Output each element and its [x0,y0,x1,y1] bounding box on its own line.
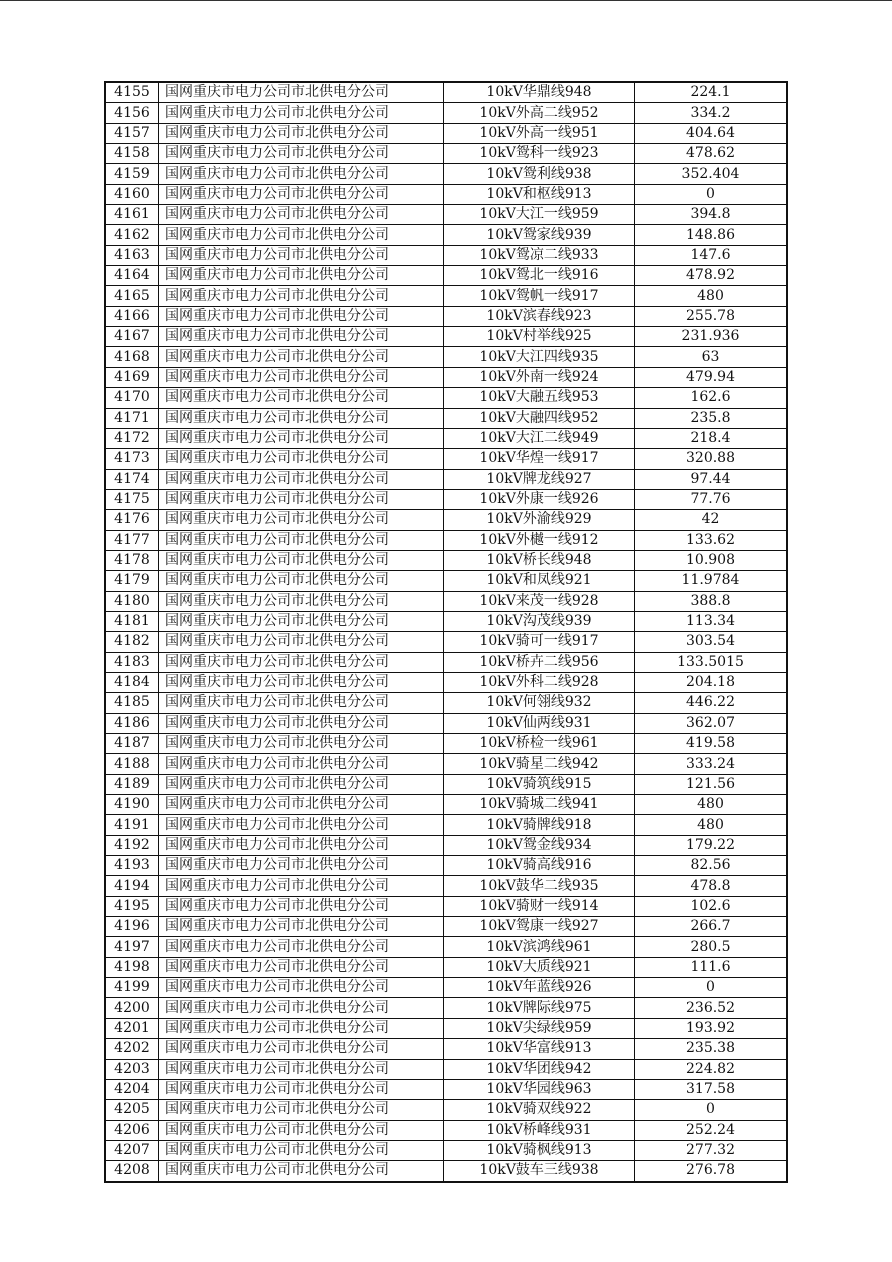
company-name-cell: 国网重庆市电力公司市北供电分公司 [159,856,444,876]
company-name-cell: 国网重庆市电力公司市北供电分公司 [159,286,444,306]
company-name-cell: 国网重庆市电力公司市北供电分公司 [159,835,444,855]
value-cell: 82.56 [635,856,788,876]
row-number-cell: 4190 [105,795,159,815]
table-row [105,896,787,916]
value-cell: 320.88 [635,449,788,469]
value-cell: 121.56 [635,774,788,794]
line-name-cell: 10kV骑星二线942 [444,754,635,774]
line-name-cell: 10kV骑双线922 [444,1100,635,1120]
table-row [105,957,787,977]
company-name-cell: 国网重庆市电力公司市北供电分公司 [159,266,444,286]
value-cell: 224.1 [635,82,788,103]
company-name-cell: 国网重庆市电力公司市北供电分公司 [159,103,444,123]
line-name-cell: 10kV村举线925 [444,327,635,347]
line-name-cell: 10kV骑枫线913 [444,1140,635,1160]
line-name-cell: 10kV大江二线949 [444,428,635,448]
value-cell: 231.936 [635,327,788,347]
table-row [105,1039,787,1059]
line-name-cell: 10kV来茂一线928 [444,591,635,611]
value-cell: 193.92 [635,1018,788,1038]
value-cell: 147.6 [635,245,788,265]
company-name-cell: 国网重庆市电力公司市北供电分公司 [159,937,444,957]
company-name-cell: 国网重庆市电力公司市北供电分公司 [159,672,444,692]
company-name-cell: 国网重庆市电力公司市北供电分公司 [159,957,444,977]
line-name-cell: 10kV桥检一线961 [444,734,635,754]
value-cell: 446.22 [635,693,788,713]
company-name-cell: 国网重庆市电力公司市北供电分公司 [159,144,444,164]
row-number-cell: 4161 [105,205,159,225]
row-number-cell: 4195 [105,896,159,916]
row-number-cell: 4181 [105,611,159,631]
line-name-cell: 10kV滨春线923 [444,306,635,326]
company-name-cell: 国网重庆市电力公司市北供电分公司 [159,1059,444,1079]
table-row [105,164,787,184]
line-name-cell: 10kV牌龙线927 [444,469,635,489]
table-row [105,998,787,1018]
line-name-cell: 10kV年蓝线926 [444,978,635,998]
table-row [105,937,787,957]
line-name-cell: 10kV华园线963 [444,1079,635,1099]
value-cell: 218.4 [635,428,788,448]
value-cell: 480 [635,795,788,815]
table-row [105,205,787,225]
line-name-cell: 10kV鸳北一线916 [444,266,635,286]
table-row [105,367,787,387]
table-row [105,408,787,428]
line-name-cell: 10kV桥长线948 [444,550,635,570]
line-name-cell: 10kV桥卉二线956 [444,652,635,672]
line-name-cell: 10kV骑可一线917 [444,632,635,652]
value-cell: 478.62 [635,144,788,164]
row-number-cell: 4182 [105,632,159,652]
table-row [105,917,787,937]
row-number-cell: 4180 [105,591,159,611]
value-cell: 236.52 [635,998,788,1018]
company-name-cell: 国网重庆市电力公司市北供电分公司 [159,408,444,428]
table-row [105,347,787,367]
line-name-cell: 10kV外高二线952 [444,103,635,123]
row-number-cell: 4164 [105,266,159,286]
company-name-cell: 国网重庆市电力公司市北供电分公司 [159,896,444,916]
value-cell: 252.24 [635,1120,788,1140]
row-number-cell: 4196 [105,917,159,937]
row-number-cell: 4203 [105,1059,159,1079]
row-number-cell: 4197 [105,937,159,957]
company-name-cell: 国网重庆市电力公司市北供电分公司 [159,1039,444,1059]
row-number-cell: 4158 [105,144,159,164]
row-number-cell: 4163 [105,245,159,265]
row-number-cell: 4185 [105,693,159,713]
table-body [105,82,787,1182]
company-name-cell: 国网重庆市电力公司市北供电分公司 [159,693,444,713]
row-number-cell: 4157 [105,123,159,143]
value-cell: 352.404 [635,164,788,184]
value-cell: 0 [635,978,788,998]
line-name-cell: 10kV鼓华二线935 [444,876,635,896]
company-name-cell: 国网重庆市电力公司市北供电分公司 [159,347,444,367]
row-number-cell: 4202 [105,1039,159,1059]
table-row [105,734,787,754]
line-name-cell: 10kV尖绿线959 [444,1018,635,1038]
value-cell: 277.32 [635,1140,788,1160]
line-name-cell: 10kV骑城二线941 [444,795,635,815]
company-name-cell: 国网重庆市电力公司市北供电分公司 [159,815,444,835]
company-name-cell: 国网重庆市电力公司市北供电分公司 [159,1140,444,1160]
value-cell: 235.38 [635,1039,788,1059]
company-name-cell: 国网重庆市电力公司市北供电分公司 [159,225,444,245]
row-number-cell: 4173 [105,449,159,469]
table-row [105,245,787,265]
company-name-cell: 国网重庆市电力公司市北供电分公司 [159,1100,444,1120]
company-name-cell: 国网重庆市电力公司市北供电分公司 [159,164,444,184]
row-number-cell: 4204 [105,1079,159,1099]
company-name-cell: 国网重庆市电力公司市北供电分公司 [159,306,444,326]
row-number-cell: 4168 [105,347,159,367]
company-name-cell: 国网重庆市电力公司市北供电分公司 [159,734,444,754]
row-number-cell: 4176 [105,510,159,530]
value-cell: 133.62 [635,530,788,550]
company-name-cell: 国网重庆市电力公司市北供电分公司 [159,774,444,794]
line-name-cell: 10kV鸳凉二线933 [444,245,635,265]
company-name-cell: 国网重庆市电力公司市北供电分公司 [159,632,444,652]
value-cell: 63 [635,347,788,367]
table-row [105,1120,787,1140]
company-name-cell: 国网重庆市电力公司市北供电分公司 [159,1161,444,1182]
line-name-cell: 10kV鸳科一线923 [444,144,635,164]
line-name-cell: 10kV桥峰线931 [444,1120,635,1140]
row-number-cell: 4189 [105,774,159,794]
table-row [105,591,787,611]
row-number-cell: 4172 [105,428,159,448]
company-name-cell: 国网重庆市电力公司市北供电分公司 [159,713,444,733]
value-cell: 317.58 [635,1079,788,1099]
table-row [105,489,787,509]
row-number-cell: 4159 [105,164,159,184]
table-row [105,672,787,692]
row-number-cell: 4155 [105,82,159,103]
row-number-cell: 4206 [105,1120,159,1140]
row-number-cell: 4199 [105,978,159,998]
value-cell: 479.94 [635,367,788,387]
table-row [105,123,787,143]
company-name-cell: 国网重庆市电力公司市北供电分公司 [159,530,444,550]
value-cell: 179.22 [635,835,788,855]
table-row [105,632,787,652]
company-name-cell: 国网重庆市电力公司市北供电分公司 [159,489,444,509]
table-row [105,1161,787,1182]
table-row [105,1100,787,1120]
value-cell: 478.92 [635,266,788,286]
row-number-cell: 4156 [105,103,159,123]
row-number-cell: 4179 [105,571,159,591]
row-number-cell: 4205 [105,1100,159,1120]
line-name-cell: 10kV沟茂线939 [444,611,635,631]
company-name-cell: 国网重庆市电力公司市北供电分公司 [159,1120,444,1140]
company-name-cell: 国网重庆市电力公司市北供电分公司 [159,428,444,448]
value-cell: 419.58 [635,734,788,754]
value-cell: 0 [635,1100,788,1120]
value-cell: 280.5 [635,937,788,957]
value-cell: 362.07 [635,713,788,733]
table-row [105,774,787,794]
value-cell: 303.54 [635,632,788,652]
company-name-cell: 国网重庆市电力公司市北供电分公司 [159,754,444,774]
table-row [105,652,787,672]
row-number-cell: 4201 [105,1018,159,1038]
row-number-cell: 4166 [105,306,159,326]
table-row [105,713,787,733]
row-number-cell: 4178 [105,550,159,570]
row-number-cell: 4208 [105,1161,159,1182]
company-name-cell: 国网重庆市电力公司市北供电分公司 [159,876,444,896]
company-name-cell: 国网重庆市电力公司市北供电分公司 [159,327,444,347]
row-number-cell: 4191 [105,815,159,835]
table-row [105,1079,787,1099]
line-name-cell: 10kV鸳利线938 [444,164,635,184]
table-row [105,754,787,774]
value-cell: 0 [635,184,788,204]
table-row [105,327,787,347]
line-name-cell: 10kV华富线913 [444,1039,635,1059]
row-number-cell: 4167 [105,327,159,347]
line-name-cell: 10kV鸳金线934 [444,835,635,855]
line-name-cell: 10kV和枢线913 [444,184,635,204]
line-name-cell: 10kV外渝线929 [444,510,635,530]
company-name-cell: 国网重庆市电力公司市北供电分公司 [159,1018,444,1038]
company-name-cell: 国网重庆市电力公司市北供电分公司 [159,652,444,672]
row-number-cell: 4200 [105,998,159,1018]
page-top-border [0,0,892,1]
line-name-cell: 10kV华煌一线917 [444,449,635,469]
row-number-cell: 4169 [105,367,159,387]
table-row [105,978,787,998]
company-name-cell: 国网重庆市电力公司市北供电分公司 [159,82,444,103]
line-name-cell: 10kV仙两线931 [444,713,635,733]
line-name-cell: 10kV华鼎线948 [444,82,635,103]
value-cell: 102.6 [635,896,788,916]
row-number-cell: 4184 [105,672,159,692]
line-name-cell: 10kV骑高线916 [444,856,635,876]
row-number-cell: 4170 [105,388,159,408]
value-cell: 276.78 [635,1161,788,1182]
line-name-cell: 10kV外康一线926 [444,489,635,509]
row-number-cell: 4177 [105,530,159,550]
value-cell: 162.6 [635,388,788,408]
company-name-cell: 国网重庆市电力公司市北供电分公司 [159,917,444,937]
value-cell: 334.2 [635,103,788,123]
table-row [105,835,787,855]
value-cell: 266.7 [635,917,788,937]
value-cell: 111.6 [635,957,788,977]
value-cell: 388.8 [635,591,788,611]
line-name-cell: 10kV牌际线975 [444,998,635,1018]
line-name-cell: 10kV骑财一线914 [444,896,635,916]
table-row [105,693,787,713]
line-name-cell: 10kV外高一线951 [444,123,635,143]
row-number-cell: 4160 [105,184,159,204]
row-number-cell: 4194 [105,876,159,896]
value-cell: 404.64 [635,123,788,143]
line-name-cell: 10kV鸳家线939 [444,225,635,245]
line-name-cell: 10kV鼓车三线938 [444,1161,635,1182]
company-name-cell: 国网重庆市电力公司市北供电分公司 [159,205,444,225]
row-number-cell: 4174 [105,469,159,489]
value-cell: 97.44 [635,469,788,489]
row-number-cell: 4192 [105,835,159,855]
value-cell: 480 [635,815,788,835]
value-cell: 478.8 [635,876,788,896]
table-row [105,1059,787,1079]
table-row [105,510,787,530]
table-row [105,550,787,570]
line-name-cell: 10kV骑牌线918 [444,815,635,835]
value-cell: 333.24 [635,754,788,774]
table-row [105,266,787,286]
company-name-cell: 国网重庆市电力公司市北供电分公司 [159,978,444,998]
table-row [105,1140,787,1160]
line-name-cell: 10kV骑筑线915 [444,774,635,794]
row-number-cell: 4193 [105,856,159,876]
company-name-cell: 国网重庆市电力公司市北供电分公司 [159,591,444,611]
company-name-cell: 国网重庆市电力公司市北供电分公司 [159,184,444,204]
line-name-cell: 10kV外樾一线912 [444,530,635,550]
table-row [105,795,787,815]
row-number-cell: 4183 [105,652,159,672]
company-name-cell: 国网重庆市电力公司市北供电分公司 [159,550,444,570]
company-name-cell: 国网重庆市电力公司市北供电分公司 [159,795,444,815]
value-cell: 224.82 [635,1059,788,1079]
row-number-cell: 4186 [105,713,159,733]
data-table [104,81,788,1183]
line-name-cell: 10kV华团线942 [444,1059,635,1079]
value-cell: 77.76 [635,489,788,509]
company-name-cell: 国网重庆市电力公司市北供电分公司 [159,510,444,530]
table-row [105,815,787,835]
table-row [105,611,787,631]
line-name-cell: 10kV鸳帆一线917 [444,286,635,306]
row-number-cell: 4207 [105,1140,159,1160]
company-name-cell: 国网重庆市电力公司市北供电分公司 [159,449,444,469]
table-row [105,306,787,326]
row-number-cell: 4165 [105,286,159,306]
value-cell: 133.5015 [635,652,788,672]
value-cell: 480 [635,286,788,306]
company-name-cell: 国网重庆市电力公司市北供电分公司 [159,1079,444,1099]
value-cell: 113.34 [635,611,788,631]
line-name-cell: 10kV外南一线924 [444,367,635,387]
company-name-cell: 国网重庆市电力公司市北供电分公司 [159,469,444,489]
line-name-cell: 10kV大融五线953 [444,388,635,408]
table-row [105,388,787,408]
row-number-cell: 4162 [105,225,159,245]
table-row [105,876,787,896]
row-number-cell: 4171 [105,408,159,428]
company-name-cell: 国网重庆市电力公司市北供电分公司 [159,388,444,408]
table-row [105,449,787,469]
value-cell: 235.8 [635,408,788,428]
value-cell: 10.908 [635,550,788,570]
table-row [105,469,787,489]
value-cell: 11.9784 [635,571,788,591]
line-name-cell: 10kV外科二线928 [444,672,635,692]
table-row [105,856,787,876]
line-name-cell: 10kV滨鸿线961 [444,937,635,957]
value-cell: 255.78 [635,306,788,326]
line-name-cell: 10kV何翎线932 [444,693,635,713]
value-cell: 42 [635,510,788,530]
table-row [105,184,787,204]
table-row [105,530,787,550]
line-name-cell: 10kV大江四线935 [444,347,635,367]
table-row [105,144,787,164]
line-name-cell: 10kV大质线921 [444,957,635,977]
row-number-cell: 4188 [105,754,159,774]
row-number-cell: 4198 [105,957,159,977]
value-cell: 394.8 [635,205,788,225]
row-number-cell: 4187 [105,734,159,754]
table-row [105,225,787,245]
value-cell: 148.86 [635,225,788,245]
company-name-cell: 国网重庆市电力公司市北供电分公司 [159,571,444,591]
line-name-cell: 10kV鸳康一线927 [444,917,635,937]
table-row [105,286,787,306]
table-row [105,1018,787,1038]
table-row [105,82,787,103]
line-name-cell: 10kV大融四线952 [444,408,635,428]
company-name-cell: 国网重庆市电力公司市北供电分公司 [159,367,444,387]
table-row [105,103,787,123]
value-cell: 204.18 [635,672,788,692]
company-name-cell: 国网重庆市电力公司市北供电分公司 [159,611,444,631]
company-name-cell: 国网重庆市电力公司市北供电分公司 [159,998,444,1018]
line-name-cell: 10kV和凤线921 [444,571,635,591]
table-row [105,428,787,448]
line-name-cell: 10kV大江一线959 [444,205,635,225]
company-name-cell: 国网重庆市电力公司市北供电分公司 [159,123,444,143]
table-row [105,571,787,591]
row-number-cell: 4175 [105,489,159,509]
company-name-cell: 国网重庆市电力公司市北供电分公司 [159,245,444,265]
